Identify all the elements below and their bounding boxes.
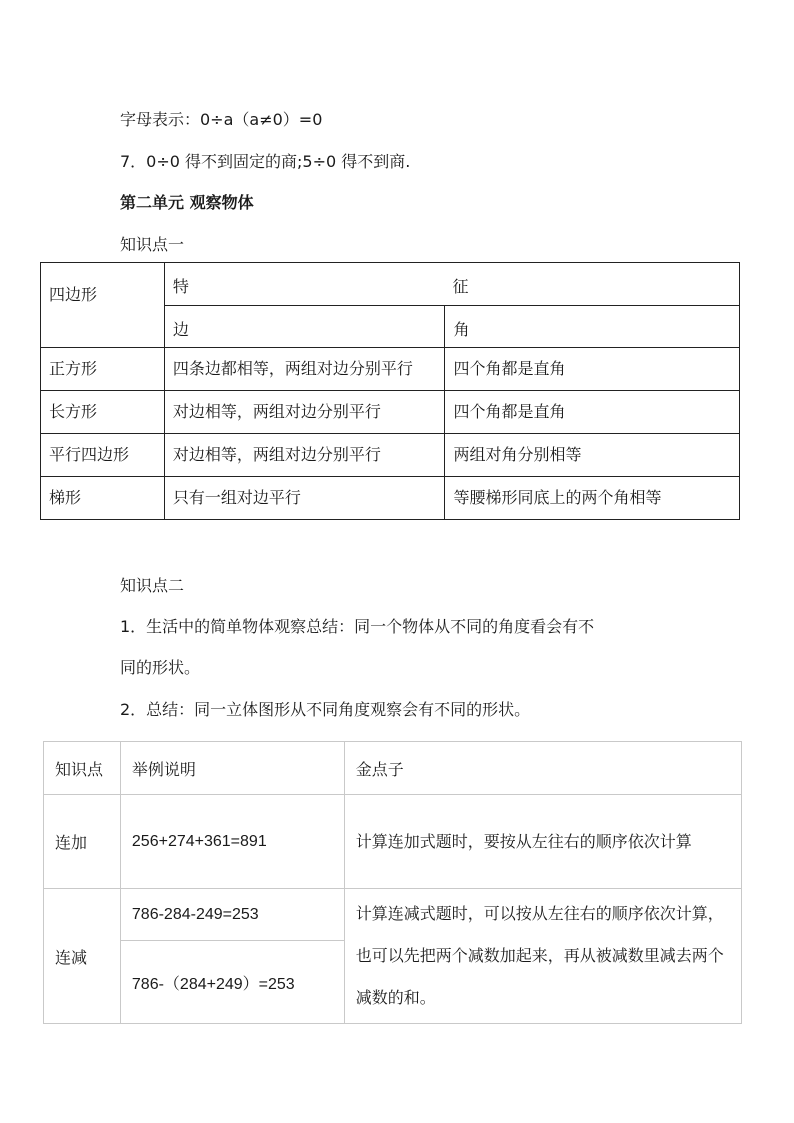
calculation-table [43,741,742,1024]
table-row [44,889,742,941]
header-example: 举例说明 [120,742,344,795]
unit-title: 第二单元 观察物体 [120,193,254,212]
example-add: 256+274+361=891 [120,795,344,889]
shape-edge: 对边相等，两组对边分别平行 [164,434,445,477]
header-angle: 角 [445,306,740,348]
header-shape: 四边形 [41,263,165,348]
example-sub-2: 786-（284+249）=253 [120,941,344,1024]
table-row [41,477,740,520]
shape-angle: 四个角都是直角 [445,348,740,391]
shape-angle: 四个角都是直角 [445,391,740,434]
knowledge-point-2: 知识点二 [120,576,185,595]
shape-edge: 四条边都相等，两组对边分别平行 [164,348,445,391]
shape-angle: 两组对角分别相等 [445,434,740,477]
shape-name: 长方形 [41,391,165,434]
tip-add: 计算连加式题时，要按从左往右的顺序依次计算 [344,795,741,889]
shape-edge: 只有一组对边平行 [164,477,445,520]
table-row [41,434,740,477]
point-sub: 连减 [44,889,121,1024]
item-1-line-2: 同的形状。 [120,658,201,677]
table-row [41,391,740,434]
table-row [41,348,740,391]
shape-name: 梯形 [41,477,165,520]
shape-edge: 对边相等，两组对边分别平行 [164,391,445,434]
table-row [44,795,742,889]
knowledge-point-1: 知识点一 [120,235,185,254]
tip-sub: 计算连减式题时，可以按从左往右的顺序依次计算，也可以先把两个减数加起来，再从被减数里减去两个减数的和。 [344,889,741,1024]
shape-name: 正方形 [41,348,165,391]
item-1-line-1: 1．生活中的简单物体观察总结：同一个物体从不同的角度看会有不 [120,617,595,636]
item-7: 7．0÷0 得不到固定的商;5÷0 得不到商. [120,152,411,171]
header-point: 知识点 [44,742,121,795]
header-edge: 边 [164,306,445,348]
header-feature-2: 征 [452,277,469,296]
formula-line: 字母表示：0÷a（a≠0）=0 [120,110,323,129]
header-tip: 金点子 [344,742,741,795]
header-feature [164,263,739,306]
shape-angle: 等腰梯形同底上的两个角相等 [445,477,740,520]
point-add: 连加 [44,795,121,889]
quadrilateral-table [40,262,740,520]
item-2: 2．总结：同一立体图形从不同角度观察会有不同的形状。 [120,700,531,719]
example-sub-1: 786-284-249=253 [120,889,344,941]
header-feature-1: 特 [172,277,189,296]
shape-name: 平行四边形 [41,434,165,477]
